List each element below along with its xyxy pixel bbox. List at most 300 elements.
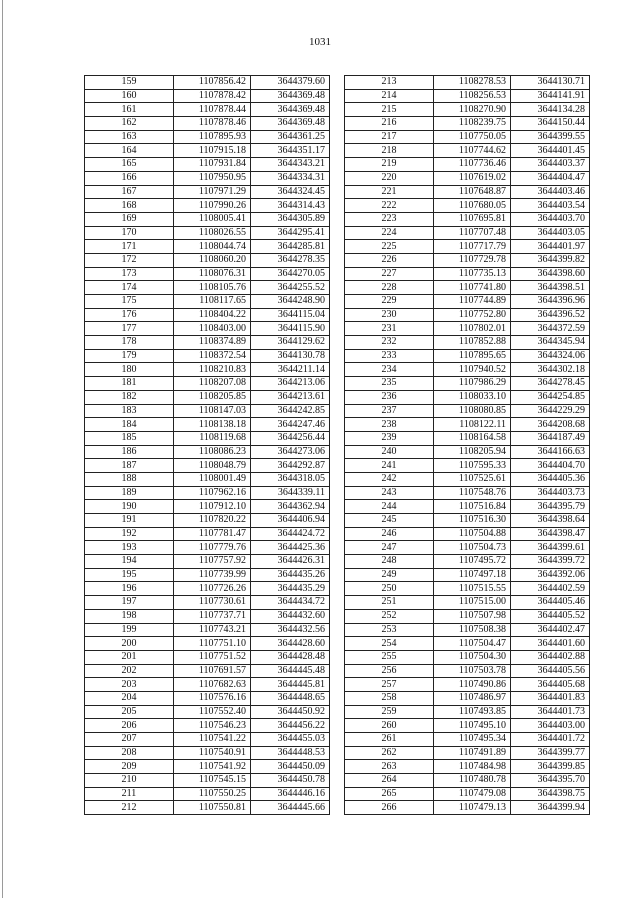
table-row	[85, 89, 330, 103]
x-coordinate-cell: 1107550.25	[174, 787, 251, 801]
y-coordinate-cell: 3644369.48	[251, 103, 330, 117]
table-row	[345, 281, 590, 295]
x-coordinate-cell: 1107515.00	[434, 596, 511, 610]
table-row	[85, 418, 330, 432]
x-coordinate-cell: 1107540.91	[174, 746, 251, 760]
x-coordinate-cell: 1107726.26	[174, 582, 251, 596]
point-number-cell: 235	[345, 377, 434, 391]
table-row	[345, 295, 590, 309]
x-coordinate-cell: 1108210.83	[174, 363, 251, 377]
point-number-cell: 245	[345, 514, 434, 528]
table-row	[345, 226, 590, 240]
point-number-cell: 263	[345, 760, 434, 774]
point-number-cell: 179	[85, 349, 174, 363]
y-coordinate-cell: 3644450.92	[251, 705, 330, 719]
table-row	[85, 185, 330, 199]
point-number-cell: 169	[85, 212, 174, 226]
x-coordinate-cell: 1107820.22	[174, 514, 251, 528]
table-row	[85, 199, 330, 213]
y-coordinate-cell: 3644435.29	[251, 582, 330, 596]
x-coordinate-cell: 1108048.79	[174, 459, 251, 473]
point-number-cell: 208	[85, 746, 174, 760]
table-row	[85, 459, 330, 473]
point-number-cell: 199	[85, 623, 174, 637]
point-number-cell: 204	[85, 691, 174, 705]
table-row	[345, 322, 590, 336]
y-coordinate-cell: 3644247.46	[251, 418, 330, 432]
y-coordinate-cell: 3644455.03	[251, 733, 330, 747]
point-number-cell: 207	[85, 733, 174, 747]
y-coordinate-cell: 3644343.21	[251, 158, 330, 172]
point-number-cell: 227	[345, 267, 434, 281]
table-row	[85, 349, 330, 363]
x-coordinate-cell: 1107744.89	[434, 295, 511, 309]
y-coordinate-cell: 3644292.87	[251, 459, 330, 473]
table-row	[345, 733, 590, 747]
x-coordinate-cell: 1107484.98	[434, 760, 511, 774]
coordinate-table-right	[344, 75, 590, 815]
x-coordinate-cell: 1107962.16	[174, 486, 251, 500]
point-number-cell: 202	[85, 664, 174, 678]
table-row	[345, 582, 590, 596]
y-coordinate-cell: 3644372.59	[511, 322, 590, 336]
table-row	[85, 623, 330, 637]
x-coordinate-cell: 1107546.23	[174, 719, 251, 733]
table-row	[85, 117, 330, 131]
table-row	[85, 336, 330, 350]
point-number-cell: 195	[85, 568, 174, 582]
x-coordinate-cell: 1108270.90	[434, 103, 511, 117]
y-coordinate-cell: 3644401.60	[511, 637, 590, 651]
point-number-cell: 183	[85, 404, 174, 418]
point-number-cell: 236	[345, 390, 434, 404]
table-row	[85, 637, 330, 651]
point-number-cell: 220	[345, 171, 434, 185]
y-coordinate-cell: 3644403.00	[511, 719, 590, 733]
table-row	[85, 801, 330, 815]
y-coordinate-cell: 3644324.45	[251, 185, 330, 199]
table-row	[345, 472, 590, 486]
table-row	[85, 719, 330, 733]
x-coordinate-cell: 1107486.97	[434, 691, 511, 705]
table-row	[85, 664, 330, 678]
x-coordinate-cell: 1107695.81	[434, 212, 511, 226]
x-coordinate-cell: 1107552.40	[174, 705, 251, 719]
x-coordinate-cell: 1107737.71	[174, 609, 251, 623]
y-coordinate-cell: 3644445.48	[251, 664, 330, 678]
point-number-cell: 229	[345, 295, 434, 309]
y-coordinate-cell: 3644448.53	[251, 746, 330, 760]
x-coordinate-cell: 1107493.85	[434, 705, 511, 719]
y-coordinate-cell: 3644401.72	[511, 733, 590, 747]
y-coordinate-cell: 3644403.37	[511, 158, 590, 172]
x-coordinate-cell: 1107743.21	[174, 623, 251, 637]
x-coordinate-cell: 1107680.05	[434, 199, 511, 213]
point-number-cell: 244	[345, 500, 434, 514]
x-coordinate-cell: 1107516.30	[434, 514, 511, 528]
x-coordinate-cell: 1107895.65	[434, 349, 511, 363]
y-coordinate-cell: 3644425.36	[251, 541, 330, 555]
point-number-cell: 233	[345, 349, 434, 363]
point-number-cell: 249	[345, 568, 434, 582]
x-coordinate-cell: 1108404.22	[174, 308, 251, 322]
point-number-cell: 223	[345, 212, 434, 226]
y-coordinate-cell: 3644401.73	[511, 705, 590, 719]
point-number-cell: 193	[85, 541, 174, 555]
y-coordinate-cell: 3644278.45	[511, 377, 590, 391]
x-coordinate-cell: 1107507.98	[434, 609, 511, 623]
page-number: 1031	[309, 36, 331, 48]
x-coordinate-cell: 1107541.22	[174, 733, 251, 747]
point-number-cell: 172	[85, 253, 174, 267]
x-coordinate-cell: 1107508.38	[434, 623, 511, 637]
y-coordinate-cell: 3644426.31	[251, 555, 330, 569]
table-row	[345, 308, 590, 322]
point-number-cell: 251	[345, 596, 434, 610]
table-row	[345, 527, 590, 541]
y-coordinate-cell: 3644445.81	[251, 678, 330, 692]
point-number-cell: 191	[85, 514, 174, 528]
coordinate-table-left-body	[85, 76, 330, 815]
y-coordinate-cell: 3644399.85	[511, 760, 590, 774]
y-coordinate-cell: 3644402.47	[511, 623, 590, 637]
y-coordinate-cell: 3644129.62	[251, 336, 330, 350]
point-number-cell: 222	[345, 199, 434, 213]
x-coordinate-cell: 1108086.23	[174, 445, 251, 459]
y-coordinate-cell: 3644405.36	[511, 472, 590, 486]
table-row	[85, 760, 330, 774]
table-row	[345, 253, 590, 267]
y-coordinate-cell: 3644398.51	[511, 281, 590, 295]
point-number-cell: 260	[345, 719, 434, 733]
x-coordinate-cell: 1107895.93	[174, 130, 251, 144]
table-row	[345, 171, 590, 185]
x-coordinate-cell: 1107504.47	[434, 637, 511, 651]
point-number-cell: 240	[345, 445, 434, 459]
point-number-cell: 177	[85, 322, 174, 336]
table-row	[85, 390, 330, 404]
table-row	[345, 760, 590, 774]
table-row	[85, 527, 330, 541]
x-coordinate-cell: 1107707.48	[434, 226, 511, 240]
y-coordinate-cell: 3644450.09	[251, 760, 330, 774]
table-row	[85, 212, 330, 226]
point-number-cell: 266	[345, 801, 434, 815]
table-row	[85, 746, 330, 760]
table-row	[85, 596, 330, 610]
y-coordinate-cell: 3644379.60	[251, 76, 330, 90]
point-number-cell: 232	[345, 336, 434, 350]
y-coordinate-cell: 3644369.48	[251, 89, 330, 103]
y-coordinate-cell: 3644270.05	[251, 267, 330, 281]
point-number-cell: 165	[85, 158, 174, 172]
table-row	[85, 541, 330, 555]
x-coordinate-cell: 1107504.30	[434, 650, 511, 664]
x-coordinate-cell: 1108374.89	[174, 336, 251, 350]
point-number-cell: 212	[85, 801, 174, 815]
table-row	[345, 555, 590, 569]
table-row	[345, 609, 590, 623]
point-number-cell: 213	[345, 76, 434, 90]
point-number-cell: 203	[85, 678, 174, 692]
x-coordinate-cell: 1107595.33	[434, 459, 511, 473]
point-number-cell: 162	[85, 117, 174, 131]
table-row	[345, 623, 590, 637]
x-coordinate-cell: 1107619.02	[434, 171, 511, 185]
x-coordinate-cell: 1108403.00	[174, 322, 251, 336]
y-coordinate-cell: 3644406.94	[251, 514, 330, 528]
x-coordinate-cell: 1107548.76	[434, 486, 511, 500]
table-row	[85, 582, 330, 596]
table-row	[345, 185, 590, 199]
y-coordinate-cell: 3644432.56	[251, 623, 330, 637]
y-coordinate-cell: 3644428.48	[251, 650, 330, 664]
y-coordinate-cell: 3644402.59	[511, 582, 590, 596]
y-coordinate-cell: 3644405.68	[511, 678, 590, 692]
x-coordinate-cell: 1107781.47	[174, 527, 251, 541]
y-coordinate-cell: 3644402.88	[511, 650, 590, 664]
x-coordinate-cell: 1107940.52	[434, 363, 511, 377]
x-coordinate-cell: 1107751.52	[174, 650, 251, 664]
point-number-cell: 187	[85, 459, 174, 473]
y-coordinate-cell: 3644115.90	[251, 322, 330, 336]
point-number-cell: 180	[85, 363, 174, 377]
table-row	[85, 787, 330, 801]
point-number-cell: 184	[85, 418, 174, 432]
y-coordinate-cell: 3644403.73	[511, 486, 590, 500]
x-coordinate-cell: 1107545.15	[174, 774, 251, 788]
y-coordinate-cell: 3644448.65	[251, 691, 330, 705]
table-row	[85, 445, 330, 459]
table-row	[345, 637, 590, 651]
x-coordinate-cell: 1107931.84	[174, 158, 251, 172]
table-row	[85, 295, 330, 309]
point-number-cell: 174	[85, 281, 174, 295]
table-row	[345, 500, 590, 514]
y-coordinate-cell: 3644285.81	[251, 240, 330, 254]
point-number-cell: 192	[85, 527, 174, 541]
point-number-cell: 218	[345, 144, 434, 158]
table-row	[85, 774, 330, 788]
point-number-cell: 181	[85, 377, 174, 391]
table-row	[345, 89, 590, 103]
table-row	[345, 144, 590, 158]
point-number-cell: 209	[85, 760, 174, 774]
table-row	[85, 281, 330, 295]
table-row	[345, 418, 590, 432]
x-coordinate-cell: 1108119.68	[174, 431, 251, 445]
point-number-cell: 237	[345, 404, 434, 418]
x-coordinate-cell: 1108138.18	[174, 418, 251, 432]
x-coordinate-cell: 1107495.10	[434, 719, 511, 733]
y-coordinate-cell: 3644229.29	[511, 404, 590, 418]
x-coordinate-cell: 1107497.18	[434, 568, 511, 582]
x-coordinate-cell: 1107912.10	[174, 500, 251, 514]
point-number-cell: 215	[345, 103, 434, 117]
x-coordinate-cell: 1107750.05	[434, 130, 511, 144]
table-row	[345, 404, 590, 418]
point-number-cell: 261	[345, 733, 434, 747]
y-coordinate-cell: 3644345.94	[511, 336, 590, 350]
x-coordinate-cell: 1107691.57	[174, 664, 251, 678]
x-coordinate-cell: 1107550.81	[174, 801, 251, 815]
point-number-cell: 230	[345, 308, 434, 322]
x-coordinate-cell: 1107852.88	[434, 336, 511, 350]
table-row	[85, 377, 330, 391]
y-coordinate-cell: 3644446.16	[251, 787, 330, 801]
point-number-cell: 185	[85, 431, 174, 445]
point-number-cell: 182	[85, 390, 174, 404]
y-coordinate-cell: 3644334.31	[251, 171, 330, 185]
point-number-cell: 211	[85, 787, 174, 801]
x-coordinate-cell: 1107490.86	[434, 678, 511, 692]
y-coordinate-cell: 3644399.77	[511, 746, 590, 760]
point-number-cell: 186	[85, 445, 174, 459]
x-coordinate-cell: 1108026.55	[174, 226, 251, 240]
x-coordinate-cell: 1108060.20	[174, 253, 251, 267]
point-number-cell: 190	[85, 500, 174, 514]
x-coordinate-cell: 1108122.11	[434, 418, 511, 432]
point-number-cell: 197	[85, 596, 174, 610]
y-coordinate-cell: 3644399.72	[511, 555, 590, 569]
point-number-cell: 166	[85, 171, 174, 185]
point-number-cell: 250	[345, 582, 434, 596]
table-row	[345, 678, 590, 692]
table-row	[345, 664, 590, 678]
y-coordinate-cell: 3644361.25	[251, 130, 330, 144]
y-coordinate-cell: 3644130.71	[511, 76, 590, 90]
table-row	[345, 568, 590, 582]
x-coordinate-cell: 1108117.65	[174, 295, 251, 309]
x-coordinate-cell: 1108205.94	[434, 445, 511, 459]
y-coordinate-cell: 3644150.44	[511, 117, 590, 131]
y-coordinate-cell: 3644424.72	[251, 527, 330, 541]
x-coordinate-cell: 1107495.72	[434, 555, 511, 569]
point-number-cell: 205	[85, 705, 174, 719]
table-row	[345, 719, 590, 733]
x-coordinate-cell: 1107730.61	[174, 596, 251, 610]
table-row	[345, 596, 590, 610]
point-number-cell: 206	[85, 719, 174, 733]
point-number-cell: 164	[85, 144, 174, 158]
x-coordinate-cell: 1107495.34	[434, 733, 511, 747]
point-number-cell: 173	[85, 267, 174, 281]
x-coordinate-cell: 1108001.49	[174, 472, 251, 486]
point-number-cell: 159	[85, 76, 174, 90]
y-coordinate-cell: 3644403.46	[511, 185, 590, 199]
x-coordinate-cell: 1108033.10	[434, 390, 511, 404]
y-coordinate-cell: 3644399.61	[511, 541, 590, 555]
x-coordinate-cell: 1107878.46	[174, 117, 251, 131]
table-row	[85, 500, 330, 514]
x-coordinate-cell: 1108207.08	[174, 377, 251, 391]
page-edge-rule	[2, 0, 3, 898]
point-number-cell: 254	[345, 637, 434, 651]
x-coordinate-cell: 1107971.29	[174, 185, 251, 199]
y-coordinate-cell: 3644318.05	[251, 472, 330, 486]
table-row	[345, 240, 590, 254]
y-coordinate-cell: 3644405.46	[511, 596, 590, 610]
table-row	[345, 199, 590, 213]
table-row	[345, 431, 590, 445]
point-number-cell: 214	[345, 89, 434, 103]
point-number-cell: 171	[85, 240, 174, 254]
y-coordinate-cell: 3644399.55	[511, 130, 590, 144]
table-row	[345, 212, 590, 226]
x-coordinate-cell: 1107990.26	[174, 199, 251, 213]
x-coordinate-cell: 1108164.58	[434, 431, 511, 445]
point-number-cell: 221	[345, 185, 434, 199]
table-row	[345, 746, 590, 760]
point-number-cell: 253	[345, 623, 434, 637]
y-coordinate-cell: 3644403.54	[511, 199, 590, 213]
y-coordinate-cell: 3644403.05	[511, 226, 590, 240]
x-coordinate-cell: 1107717.79	[434, 240, 511, 254]
table-row	[85, 308, 330, 322]
point-number-cell: 194	[85, 555, 174, 569]
point-number-cell: 168	[85, 199, 174, 213]
x-coordinate-cell: 1107515.55	[434, 582, 511, 596]
point-number-cell: 248	[345, 555, 434, 569]
table-row	[345, 459, 590, 473]
x-coordinate-cell: 1108080.85	[434, 404, 511, 418]
y-coordinate-cell: 3644255.52	[251, 281, 330, 295]
table-row	[85, 650, 330, 664]
y-coordinate-cell: 3644428.60	[251, 637, 330, 651]
point-number-cell: 198	[85, 609, 174, 623]
x-coordinate-cell: 1107729.78	[434, 253, 511, 267]
y-coordinate-cell: 3644434.72	[251, 596, 330, 610]
table-row	[345, 445, 590, 459]
table-row	[85, 76, 330, 90]
point-number-cell: 217	[345, 130, 434, 144]
table-row	[85, 171, 330, 185]
point-number-cell: 243	[345, 486, 434, 500]
table-row	[85, 555, 330, 569]
y-coordinate-cell: 3644134.28	[511, 103, 590, 117]
y-coordinate-cell: 3644401.97	[511, 240, 590, 254]
y-coordinate-cell: 3644398.64	[511, 514, 590, 528]
table-row	[85, 363, 330, 377]
x-coordinate-cell: 1107779.76	[174, 541, 251, 555]
y-coordinate-cell: 3644187.49	[511, 431, 590, 445]
point-number-cell: 219	[345, 158, 434, 172]
table-row	[85, 253, 330, 267]
x-coordinate-cell: 1108205.85	[174, 390, 251, 404]
y-coordinate-cell: 3644399.94	[511, 801, 590, 815]
y-coordinate-cell: 3644213.61	[251, 390, 330, 404]
point-number-cell: 258	[345, 691, 434, 705]
point-number-cell: 161	[85, 103, 174, 117]
table-row	[85, 103, 330, 117]
table-row	[345, 486, 590, 500]
table-row	[345, 267, 590, 281]
table-row	[345, 76, 590, 90]
point-number-cell: 167	[85, 185, 174, 199]
x-coordinate-cell: 1108278.53	[434, 76, 511, 90]
point-number-cell: 241	[345, 459, 434, 473]
x-coordinate-cell: 1107878.42	[174, 89, 251, 103]
point-number-cell: 259	[345, 705, 434, 719]
point-number-cell: 200	[85, 637, 174, 651]
table-row	[345, 117, 590, 131]
x-coordinate-cell: 1108005.41	[174, 212, 251, 226]
coordinate-table-right-body	[345, 76, 590, 815]
point-number-cell: 224	[345, 226, 434, 240]
x-coordinate-cell: 1107757.92	[174, 555, 251, 569]
table-row	[345, 363, 590, 377]
x-coordinate-cell: 1107751.10	[174, 637, 251, 651]
